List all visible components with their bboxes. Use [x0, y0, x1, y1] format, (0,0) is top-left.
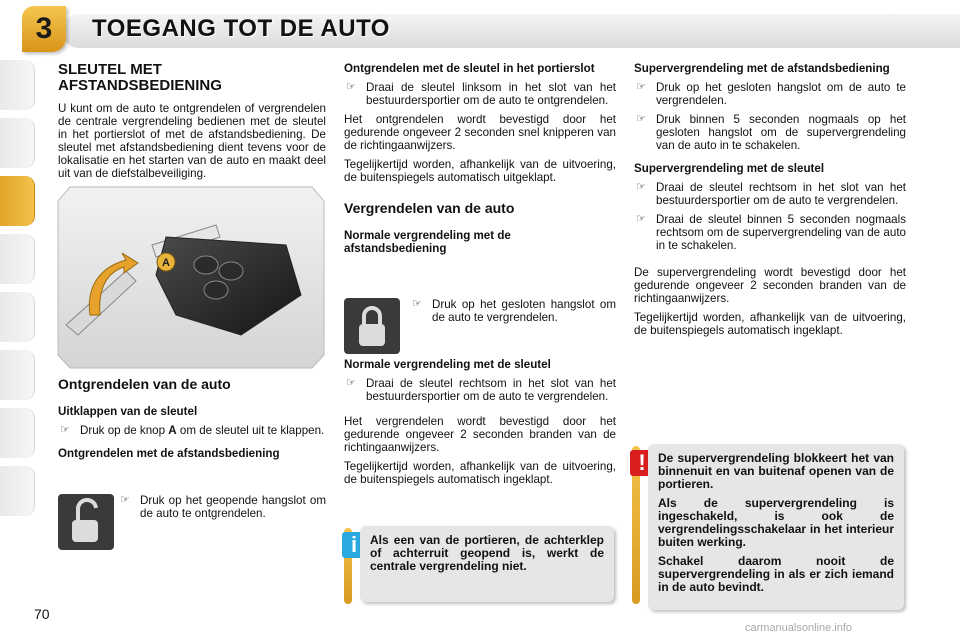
- chapter-tab[interactable]: [0, 466, 35, 516]
- instruction-item: ☞ Druk op het gesloten hangslot om de auto te vergrendelen.: [410, 298, 616, 324]
- instruction-item: ☞ Draai de sleutel linksom in het slot van het bestuurdersportier om de auto te ontgrendelen.: [344, 81, 616, 107]
- instruction-item: ☞ Druk binnen 5 seconden nogmaals op het gesloten hangslot om de supervergrendeling van de auto in te schakelen.: [634, 113, 906, 152]
- paragraph: De supervergrendeling wordt bevestigd door het gedurende ongeveer 2 seconden branden van de richtingaanwijzers.: [634, 266, 906, 305]
- column-2: [344, 62, 616, 261]
- key-remote-image: [56, 185, 326, 370]
- chapter-tab-active[interactable]: [0, 176, 35, 226]
- sub-heading: Supervergrendeling met de afstandsbediening: [634, 62, 890, 75]
- chapter-number: 3: [22, 6, 66, 52]
- chapter-tab[interactable]: [0, 350, 35, 400]
- info-note: [360, 526, 614, 602]
- sub-heading: Normale vergrendeling met de afstandsbediening: [344, 229, 511, 255]
- info-icon: i: [342, 532, 366, 558]
- chapter-tab[interactable]: [0, 118, 35, 168]
- chapter-tab[interactable]: [0, 234, 35, 284]
- chapter-tab[interactable]: [0, 60, 35, 110]
- paragraph: Tegelijkertijd worden, afhankelijk van de uitvoering, de buitenspiegels automatisch ingeklapt.: [344, 460, 616, 486]
- instruction-item: ☞ Druk op het gesloten hangslot om de auto te vergrendelen.: [634, 81, 906, 107]
- instruction-item: ☞ Druk op het geopende hangslot om de auto te ontgrendelen.: [118, 494, 326, 520]
- page-header: [0, 0, 960, 60]
- warning-text: Schakel daarom nooit de supervergrendeling in als er zich iemand in de auto bevindt.: [658, 554, 894, 594]
- section-heading-lock: Vergrendelen van de auto: [344, 200, 515, 216]
- warning-text: De supervergrendeling blokkeert het van binnenuit en van buitenaf openen van de portieren.: [658, 451, 894, 491]
- column-3: [634, 62, 906, 343]
- instruction-item: ☞ Draai de sleutel rechtsom in het slot van het bestuurdersportier om de auto te vergrendelen.: [634, 181, 906, 207]
- paragraph: Tegelijkertijd worden, afhankelijk van de uitvoering, de buitenspiegels automatisch uitgeklapt.: [344, 158, 616, 184]
- instruction-block: [118, 494, 326, 526]
- unlock-padlock-icon: [58, 494, 114, 550]
- sub-heading: Ontgrendelen met de afstandsbediening: [58, 447, 280, 460]
- button-reference: A: [168, 424, 177, 437]
- watermark: carmanualsonline.info: [745, 622, 853, 634]
- instruction-item: ☞ Draai de sleutel binnen 5 seconden nogmaals rechtsom om de supervergrendeling van de auto in te schakelen.: [634, 213, 906, 252]
- section-heading-unlock: Ontgrendelen van de auto: [58, 376, 231, 392]
- paragraph: Het vergrendelen wordt bevestigd door het gedurende ongeveer 2 seconden branden van de richtingaanwijzers.: [344, 415, 616, 454]
- warning-icon: !: [630, 450, 654, 476]
- column-2-lower: [344, 358, 616, 492]
- intro-text: U kunt om de auto te ontgrendelen of vergrendelen de centrale vergrendeling bedienen met de sleutel in het portierslot of met de afstandsbediening. De sleutel met afstandsbediening dient tevens voor de lokalisatie en het starten van de auto en maakt deel uit van de diefstalbeveiliging.: [58, 102, 326, 180]
- paragraph: Tegelijkertijd worden, afhankelijk van de uitvoering, de buitenspiegels automatisch ingeklapt.: [634, 311, 906, 337]
- instruction-text: om de sleutel uit te klappen.: [176, 424, 325, 437]
- warning-note: [648, 444, 904, 610]
- instruction-block: [410, 298, 616, 330]
- sub-heading: Uitklappen van de sleutel: [58, 405, 198, 418]
- sub-heading: Supervergrendeling met de sleutel: [634, 162, 825, 175]
- chapter-tab[interactable]: [0, 292, 35, 342]
- sub-heading: Ontgrendelen met de sleutel in het portierslot: [344, 62, 595, 75]
- column-1: [58, 62, 326, 186]
- instruction-item: ☞ Draai de sleutel rechtsom in het slot van het bestuurdersportier om de auto te vergrendelen.: [344, 377, 616, 403]
- key-label-a: A: [162, 257, 170, 269]
- locked-padlock-icon: [344, 298, 400, 354]
- sub-heading: Normale vergrendeling met de sleutel: [344, 358, 551, 371]
- page-number: 70: [34, 606, 50, 622]
- section-title: SLEUTEL MET AFSTANDSBEDIENING: [58, 61, 222, 94]
- column-1-lower: [58, 378, 326, 466]
- instruction-text: Druk op de knop: [80, 424, 169, 437]
- instruction-item: [58, 424, 326, 437]
- page-title: TOEGANG TOT DE AUTO: [92, 15, 390, 42]
- paragraph: Het ontgrendelen wordt bevestigd door het gedurende ongeveer 2 seconden snel knipperen van de richtingaanwijzers.: [344, 113, 616, 152]
- info-text: Als een van de portieren, de achterklep of achterruit geopend is, werkt de centrale vergrendeling niet.: [370, 533, 604, 573]
- chapter-tab[interactable]: [0, 408, 35, 458]
- warning-text: Als de supervergrendeling is ingeschakeld, is ook de vergrendelingsschakelaar in het interieur buiten werking.: [658, 496, 894, 549]
